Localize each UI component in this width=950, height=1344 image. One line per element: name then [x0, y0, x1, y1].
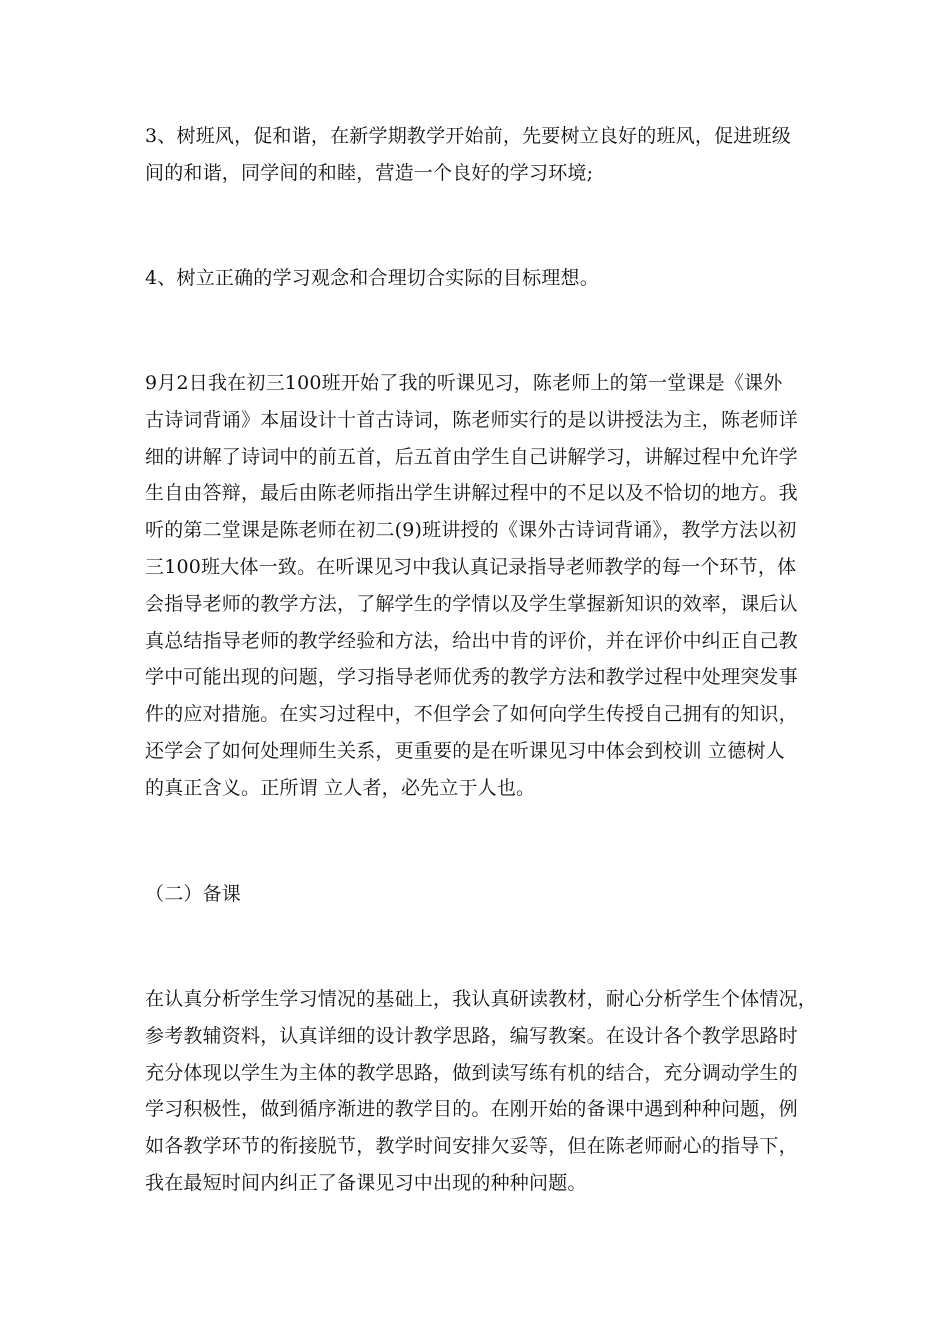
text-line: 3、树班风，促和谐，在新学期教学开始前，先要树立良好的班风，促进班级: [145, 125, 791, 147]
text-line: 细的讲解了诗词中的前五首，后五首由学生自己讲解学习，讲解过程中允许学: [145, 445, 798, 468]
text-line: 真总结指导老师的教学经验和方法，给出中肯的评价，并在评价中纠正自己教: [145, 629, 798, 652]
text-line: 间的和谐，同学间的和睦，营造一个良好的学习环境;: [145, 161, 594, 184]
text-line: 会指导老师的教学方法，了解学生的学情以及学生掌握新知识的效率，课后认: [145, 592, 798, 615]
section-heading: （二）备课: [145, 883, 242, 905]
text-line: 三100班大体一致。在听课见习中我认真记录指导老师教学的每一个环节，体: [145, 555, 797, 578]
text-line: 听的第二堂课是陈老师在初二(9)班讲授的《课外古诗词背诵》，教学方法以初: [145, 519, 797, 542]
section-heading-lesson-prep: [145, 876, 815, 913]
text-line: 件的应对措施。在实习过程中，不但学会了如何向学生传授自己拥有的知识，: [145, 703, 798, 726]
text-line: 生自由答辩，最后由陈老师指出学生讲解过程中的不足以及不恰切的地方。我: [145, 482, 798, 505]
paragraph-observation: [145, 365, 815, 807]
paragraph-learning-goals: [145, 260, 815, 297]
text-line: 我在最短时间内纠正了备课见习中出现的种种问题。: [145, 1171, 587, 1194]
text-line: 9月2日我在初三100班开始了我的听课见习，陈老师上的第一堂课是《课外: [145, 372, 783, 394]
text-line: 4、树立正确的学习观念和合理切合实际的目标理想。: [145, 267, 599, 289]
text-line: 充分体现以学生为主体的教学思路，做到读写练有机的结合，充分调动学生的: [145, 1061, 798, 1084]
text-line: 在认真分析学生学习情况的基础上，我认真研读教材，耐心分析学生个体情况，: [145, 988, 818, 1010]
paragraph-lesson-prep: [145, 981, 818, 1202]
paragraph-class-harmony: [145, 118, 815, 192]
text-line: 古诗词背诵》本届设计十首古诗词，陈老师实行的是以讲授法为主，陈老师详: [145, 408, 798, 431]
text-line: 的真正含义。正所谓 立人者，必先立于人也。: [145, 776, 536, 799]
text-line: 参考教辅资料，认真详细的设计教学思路，编写教案。在设计各个教学思路时: [145, 1024, 798, 1047]
text-line: 如各教学环节的衔接脱节，教学时间安排欠妥等，但在陈老师耐心的指导下，: [145, 1135, 798, 1158]
text-line: 学习积极性，做到循序渐进的教学目的。在刚开始的备课中遇到种种问题，例: [145, 1098, 798, 1121]
text-line: 学中可能出现的问题，学习指导老师优秀的教学方法和教学过程中处理突发事: [145, 666, 798, 689]
text-line: 还学会了如何处理师生关系，更重要的是在听课见习中体会到校训 立德树人: [145, 739, 785, 762]
